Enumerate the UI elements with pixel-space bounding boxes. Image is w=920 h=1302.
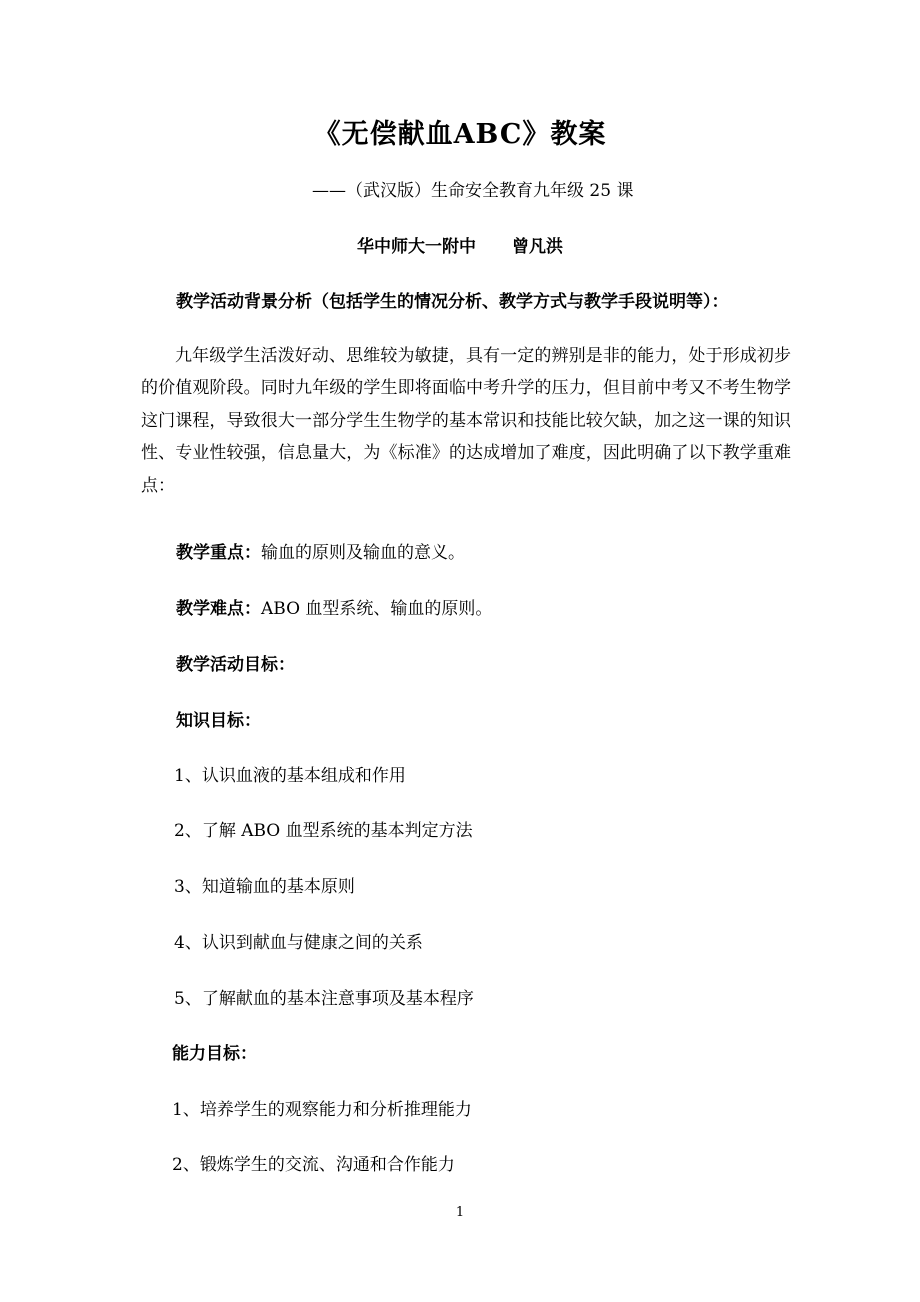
knowledge-item: 4、认识到献血与健康之间的关系 — [174, 933, 423, 953]
knowledge-heading: 知识目标： — [176, 711, 261, 731]
author-line — [0, 232, 920, 257]
document-title: 《无偿献血ABC》教案 — [313, 119, 607, 150]
document-subtitle: ——（武汉版）生命安全教育九年级 25 课 — [312, 181, 634, 201]
key-point-text: 输血的原则及输血的意义。 — [261, 543, 465, 563]
difficulty-text: ABO 血型系统、输血的原则。 — [261, 599, 493, 619]
ability-heading: 能力目标： — [172, 1044, 257, 1064]
knowledge-item: 3、知道输血的基本原则 — [174, 877, 355, 897]
knowledge-item: 2、了解 ABO 血型系统的基本判定方法 — [174, 821, 473, 841]
key-point-label: 教学重点： — [176, 543, 261, 563]
difficulty-label: 教学难点： — [176, 599, 261, 619]
goals-heading: 教学活动目标： — [176, 655, 295, 675]
author-school: 华中师大一附中 — [357, 237, 476, 257]
author-name: 曾凡洪 — [512, 237, 563, 257]
key-point-line — [176, 538, 465, 563]
knowledge-item: 5、了解献血的基本注意事项及基本程序 — [174, 989, 474, 1009]
ability-item: 2、锻炼学生的交流、沟通和合作能力 — [172, 1155, 455, 1175]
ability-item: 1、培养学生的观察能力和分析推理能力 — [172, 1100, 472, 1120]
page-number: 1 — [455, 1205, 465, 1220]
knowledge-item: 1、认识血液的基本组成和作用 — [174, 766, 406, 786]
background-paragraph: 九年级学生活泼好动、思维较为敏捷，具有一定的辨别是非的能力，处于形成初步的价值观阶段。同时九年级的学生即将面临中考升学的压力，但目前中考又不考生物学这门课程，导致很大一部分学生生物学的基本常识和技能比较欠缺，加之这一课的知识性、专业性较强，信息量大，为《标准》的达成增加了难度，因此明确了以下教学重难点： — [141, 346, 791, 496]
background-heading: 教学活动背景分析（包括学生的情况分析、教学方式与教学手段说明等）： — [176, 292, 729, 312]
difficulty-line — [176, 594, 492, 619]
